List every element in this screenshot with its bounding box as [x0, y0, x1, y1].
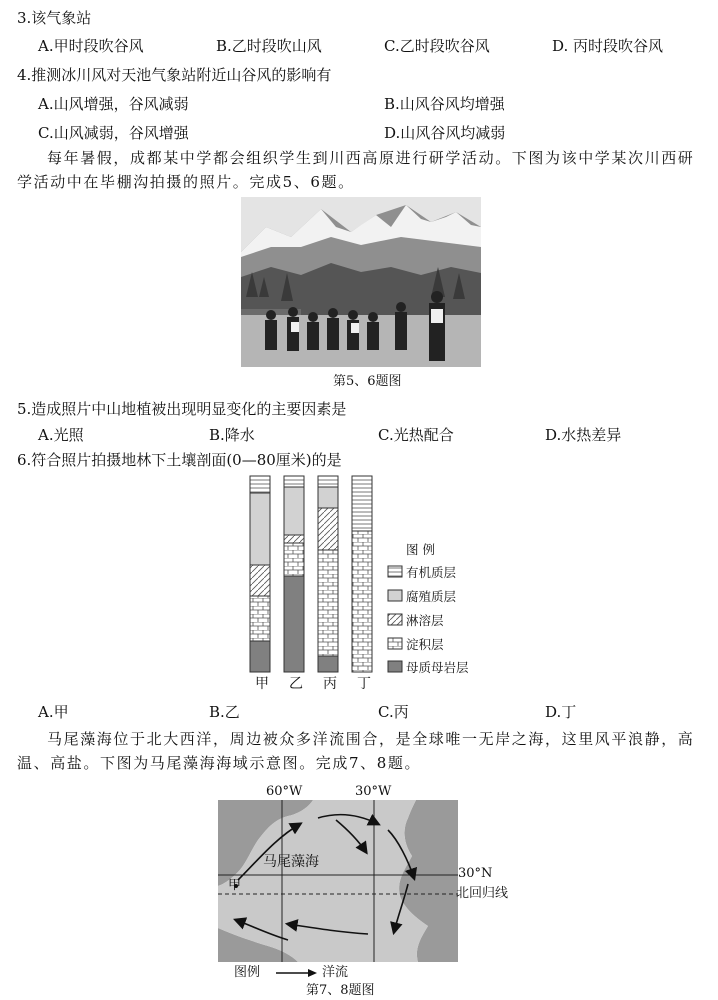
map-caption: 第7、8题图 — [306, 983, 375, 998]
q3-stem: 3.该气象站 — [17, 9, 92, 27]
q4-option-b: B.山风谷风均增强 — [384, 95, 505, 113]
column-label-ding: 丁 — [357, 676, 371, 692]
q4-option-a: A.山风增强，谷风减弱 — [38, 95, 189, 113]
q6-option-b: B.乙 — [209, 703, 240, 721]
legend-swatch-eluvial — [388, 614, 402, 625]
passage-sargasso: 马尾藻海位于北大西洋，周边被众多洋流围合，是全球唯一无岸之海，这里风平浪静，高温、高盐。下图为马尾藻海海域示意图。完成7、8题。 — [17, 730, 695, 772]
legend-title: 图 例 — [406, 542, 435, 557]
map-legend-label: 图例 — [234, 965, 261, 980]
soil-column-jia — [250, 476, 270, 672]
passage-bipenggou: 每年暑假，成都某中学都会组织学生到川西高原进行研学活动。下图为该中学某次川西研学活动中在毕棚沟拍摄的照片。完成5、6题。 — [17, 149, 695, 191]
q6-option-d: D.丁 — [545, 703, 577, 721]
legend-humus: 腐殖质层 — [406, 589, 457, 604]
map-legend-current: 洋流 — [322, 965, 349, 980]
photo-caption: 第5、6题图 — [333, 374, 402, 389]
q5-option-d: D.水热差异 — [545, 426, 622, 444]
q6-stem: 6.符合照片拍摄地林下土壤剖面(0—80厘米)的是 — [17, 451, 342, 469]
map-point-jia: 甲 — [228, 878, 242, 893]
soil-column-ding — [352, 476, 372, 672]
q3-option-b: B.乙时段吹山风 — [216, 37, 322, 55]
legend-swatch-humus — [388, 590, 402, 601]
legend-swatch-organic — [388, 566, 402, 577]
legend-organic: 有机质层 — [406, 565, 457, 580]
q6-option-c: C.丙 — [378, 703, 409, 721]
map-sea-label: 马尾藻海 — [263, 854, 319, 870]
column-label-yi: 乙 — [289, 676, 303, 692]
legend-eluvial: 淋溶层 — [406, 613, 444, 628]
q4-option-d: D.山风谷风均减弱 — [384, 124, 506, 142]
map-tropic-label: 北回归线 — [456, 886, 509, 901]
study-trip-photo — [241, 197, 481, 367]
soil-column-yi — [284, 476, 304, 672]
q3-option-a: A.甲时段吹谷风 — [38, 37, 144, 55]
map-legend-arrow-icon — [276, 968, 318, 978]
legend-illuvial: 淀积层 — [406, 637, 444, 652]
q5-option-c: C.光热配合 — [378, 426, 454, 444]
map-lat-30n: 30°N — [458, 866, 493, 881]
legend-parent: 母质母岩层 — [406, 660, 469, 675]
q3-option-d: D. 丙时段吹谷风 — [552, 37, 664, 55]
soil-column-bing — [318, 476, 338, 672]
q4-option-c: C.山风减弱，谷风增强 — [38, 124, 189, 142]
q5-stem: 5.造成照片中山地植被出现明显变化的主要因素是 — [17, 400, 347, 418]
q5-option-b: B.降水 — [209, 426, 255, 444]
map-lon-30w: 30°W — [355, 784, 392, 799]
sargasso-sea-map — [218, 800, 458, 962]
legend-swatch-illuvial — [388, 638, 402, 649]
legend-swatch-parent — [388, 661, 402, 672]
column-label-jia: 甲 — [255, 676, 269, 692]
map-lon-60w: 60°W — [266, 784, 303, 799]
q6-option-a: A.甲 — [38, 703, 69, 721]
q5-option-a: A.光照 — [38, 426, 84, 444]
q3-option-c: C.乙时段吹谷风 — [384, 37, 490, 55]
column-label-bing: 丙 — [323, 676, 337, 692]
q4-stem: 4.推测冰川风对天池气象站附近山谷风的影响有 — [17, 66, 332, 84]
